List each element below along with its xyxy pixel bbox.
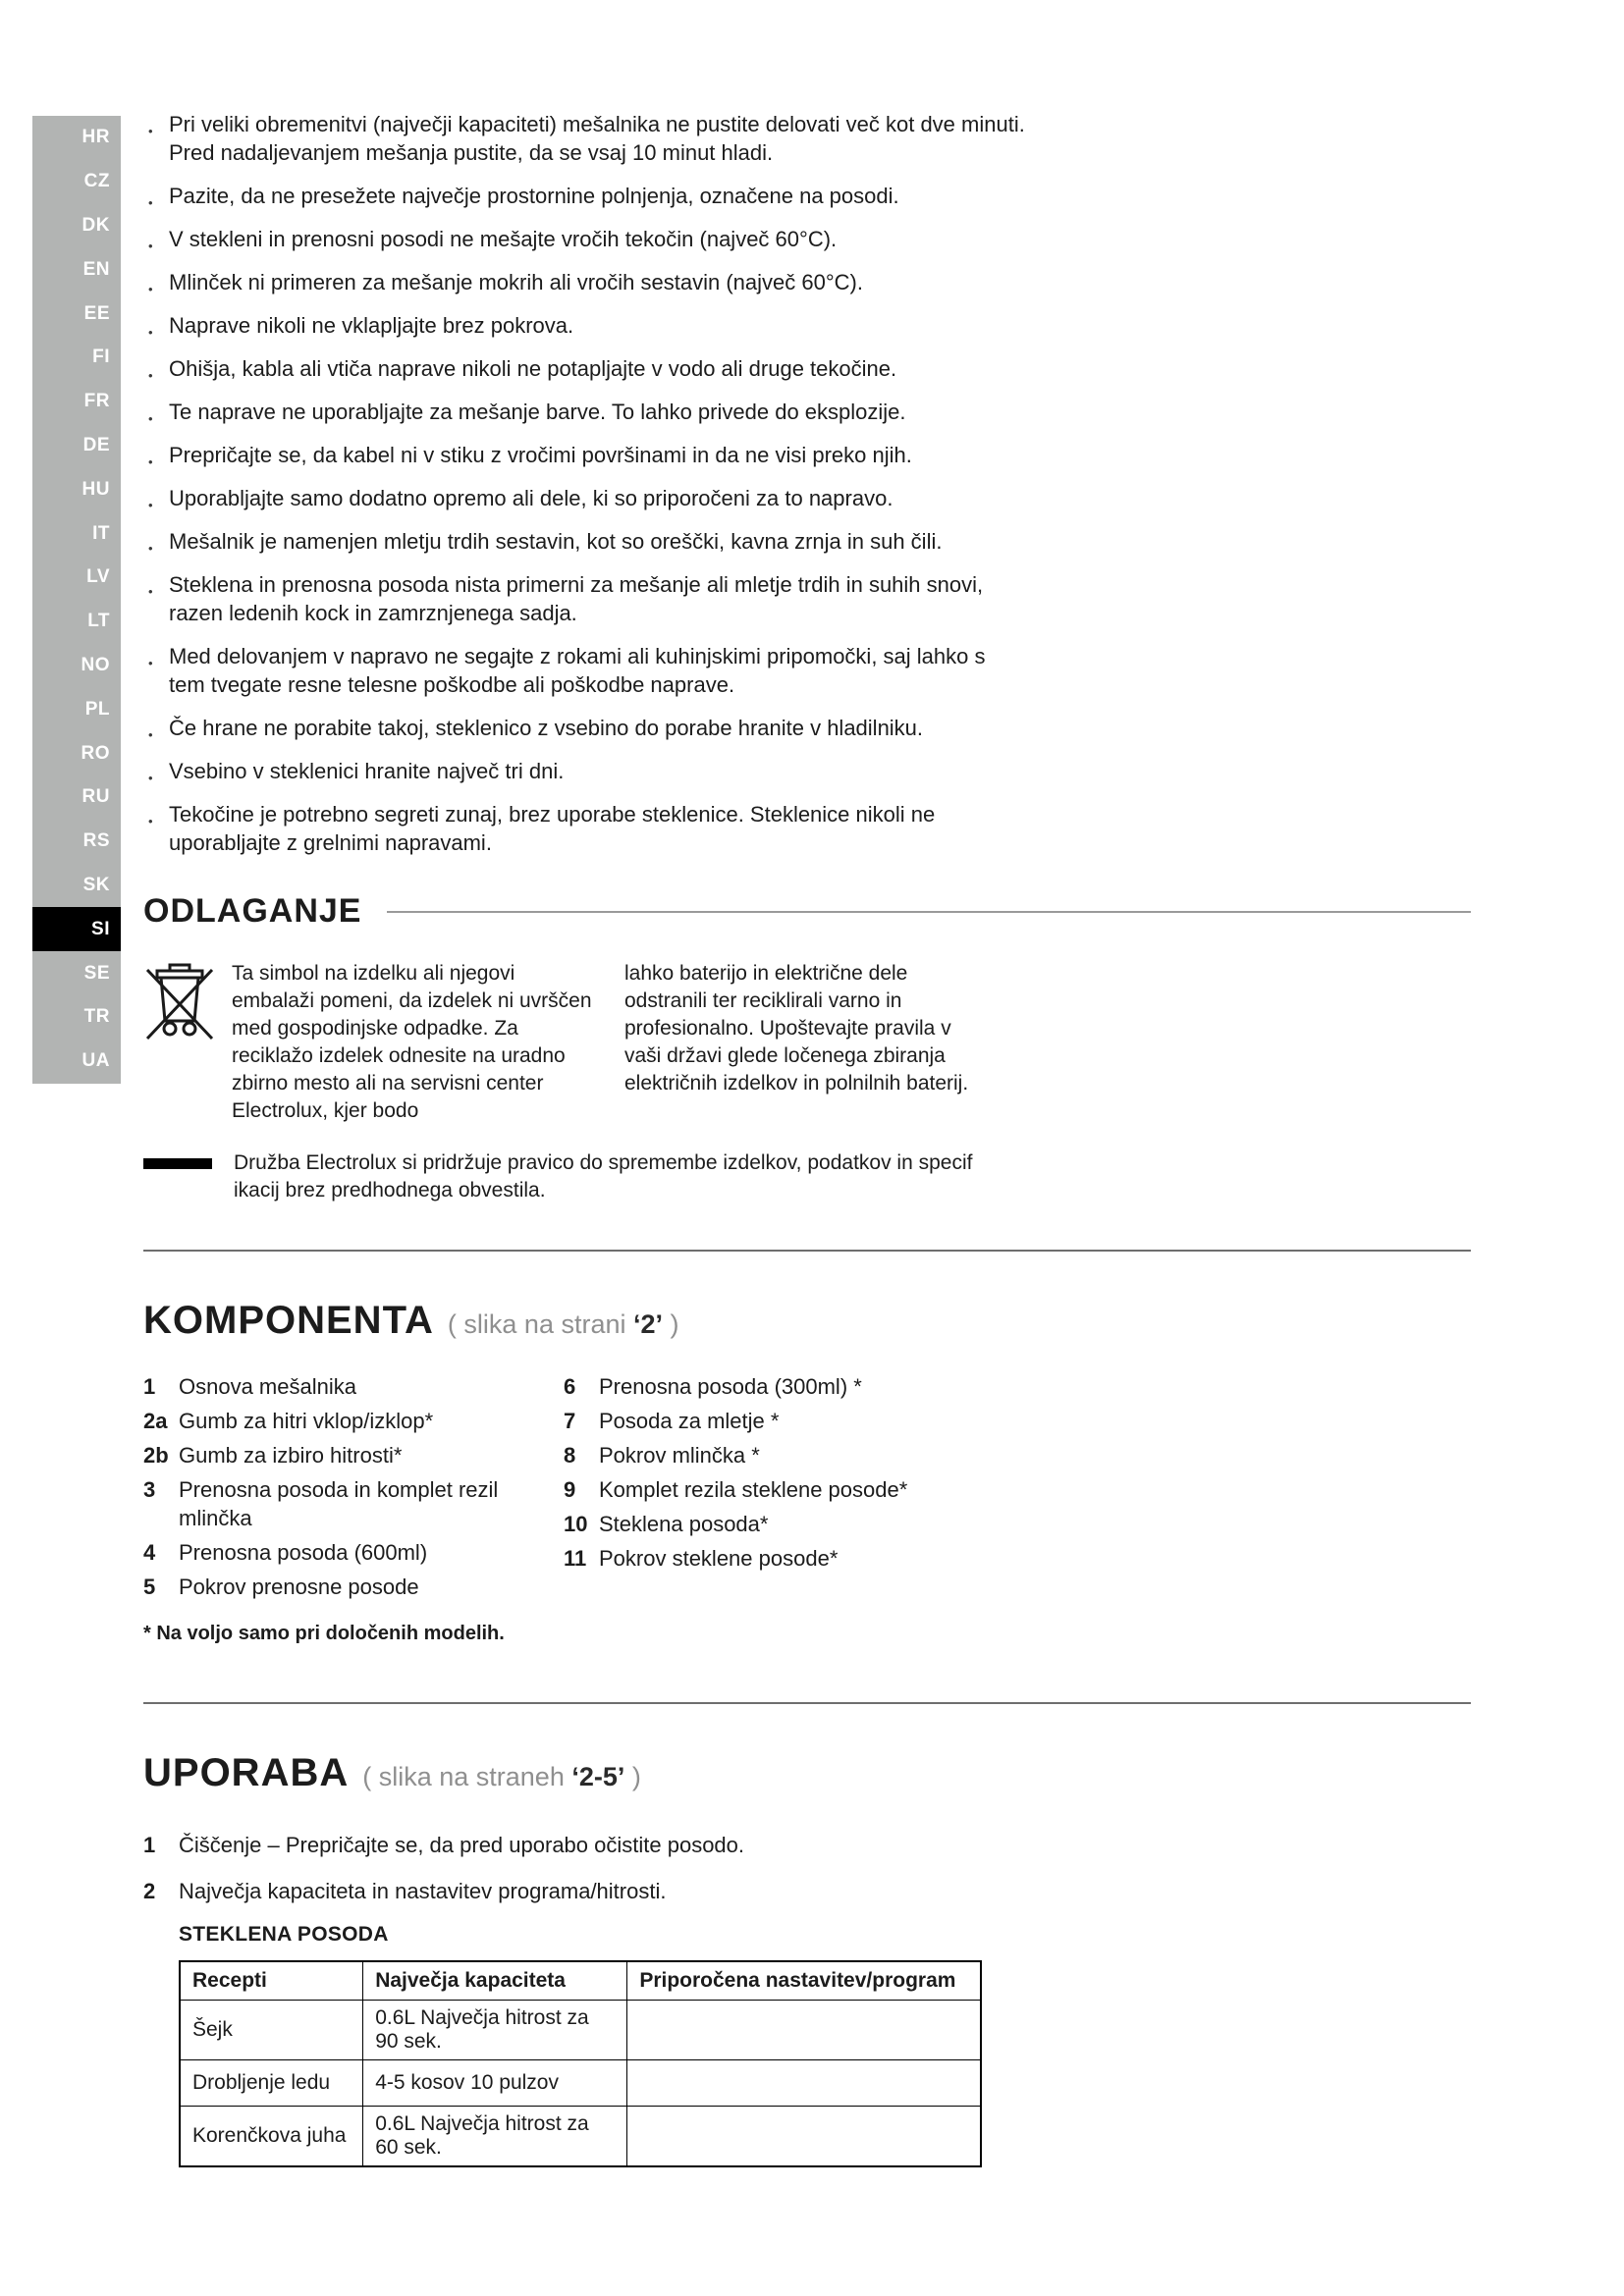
cell-recipe: Šejk — [180, 2001, 363, 2060]
component-number: 2b — [143, 1443, 169, 1468]
step-number: 2 — [143, 1879, 156, 1903]
table-row — [180, 2060, 981, 2107]
usage-step — [143, 1831, 1471, 1859]
language-tab: DK — [32, 204, 121, 248]
cell-recipe: Drobljenje ledu — [180, 2060, 363, 2107]
language-tab: IT — [32, 511, 121, 556]
language-tab: LT — [32, 600, 121, 644]
component-item — [143, 1475, 564, 1532]
table-header-recipes: Recepti — [180, 1961, 363, 2001]
usage-step — [143, 1877, 1471, 1905]
language-tab: HR — [32, 116, 121, 160]
component-label: Steklena posoda* — [599, 1512, 769, 1536]
language-sidebar — [32, 116, 121, 1084]
component-number: 5 — [143, 1575, 156, 1599]
language-tab: SI — [32, 907, 121, 951]
components-column-right — [564, 1372, 1074, 1607]
component-label: Pokrov steklene posode* — [599, 1546, 839, 1571]
table-body — [180, 2001, 981, 2167]
component-item — [143, 1538, 564, 1567]
safety-bullet: • Prepričajte se, da kabel ni v stiku z vročimi površinami in da ne visi preko njih. — [143, 441, 1027, 469]
component-label: Prenosna posoda (300ml) * — [599, 1374, 862, 1399]
section-divider — [143, 1250, 1471, 1252]
component-label: Pokrov prenosne posode — [179, 1575, 419, 1599]
usage-steps — [143, 1831, 1471, 1905]
safety-bullet: • Med delovanjem v napravo ne segajte z rokami ali kuhinjskimi pripomočki, saj lahko s tem tvegate resne telesne poškodbe ali poškodbe naprave. — [143, 642, 1027, 699]
language-tab: EN — [32, 247, 121, 292]
table-header-program: Priporočena nastavitev/program — [627, 1961, 981, 2001]
table-header-capacity: Največja kapaciteta — [363, 1961, 627, 2001]
safety-bullet: • V stekleni in prenosni posodi ne mešajte vročih tekočin (največ 60°C). — [143, 225, 1027, 253]
component-label: Prenosna posoda in komplet rezil mlinčka — [179, 1477, 499, 1530]
component-number: 7 — [564, 1409, 576, 1433]
usage-subtitle: ( slika na straneh ‘2-5’ ) — [362, 1762, 641, 1791]
safety-bullet: • Steklena in prenosna posoda nista primerni za mešanje ali mletje trdih in suhih snovi, razen ledenih kock in zamrznjenega sadja. — [143, 570, 1027, 627]
usage-heading — [143, 1751, 1471, 1795]
component-number: 4 — [143, 1540, 156, 1565]
component-label: Gumb za izbiro hitrosti* — [179, 1443, 403, 1468]
components-column-left — [143, 1372, 564, 1607]
language-tab: RS — [32, 820, 121, 864]
notice-row — [143, 1149, 1471, 1204]
components-subtitle: ( slika na strani ‘2’ ) — [447, 1309, 679, 1339]
table-row — [180, 2107, 981, 2167]
component-item — [143, 1573, 564, 1601]
component-label: Osnova mešalnika — [179, 1374, 356, 1399]
component-label: Gumb za hitri vklop/izklop* — [179, 1409, 434, 1433]
components-heading — [143, 1299, 1471, 1343]
components-title: KOMPONENTA — [143, 1299, 434, 1342]
language-tab: SK — [32, 864, 121, 908]
component-label: Posoda za mletje * — [599, 1409, 780, 1433]
language-tab: LV — [32, 556, 121, 600]
safety-bullet: • Pazite, da ne presežete največje prostornine polnjenja, označene na posodi. — [143, 182, 1027, 210]
component-number: 9 — [564, 1477, 576, 1502]
safety-bullet: • Uporabljajte samo dodatno opremo ali dele, ki so priporočeni za to napravo. — [143, 484, 1027, 512]
component-number: 2a — [143, 1409, 168, 1433]
component-number: 8 — [564, 1443, 576, 1468]
disposal-text-right: lahko baterijo in električne dele odstranili ter reciklirali varno in profesionalno. Upoštevajte pravila v vaši državi glede ločenega zbiranja električnih izdelkov in polnilnih baterij. — [624, 962, 969, 1095]
language-tab: RO — [32, 731, 121, 775]
disposal-title: ODLAGANJE — [143, 892, 362, 930]
language-tab: PL — [32, 687, 121, 731]
safety-bullet: • Če hrane ne porabite takoj, steklenico z vsebino do porabe hranite v hladilniku. — [143, 714, 1027, 742]
component-number: 3 — [143, 1477, 156, 1502]
language-tab: EE — [32, 292, 121, 336]
language-tab: RU — [32, 775, 121, 820]
table-caption: STEKLENA POSODA — [179, 1923, 389, 1946]
component-item — [564, 1441, 1074, 1469]
component-item — [564, 1475, 1074, 1504]
content — [143, 110, 1471, 2167]
usage-title: UPORABA — [143, 1751, 350, 1794]
cell-program — [627, 2001, 981, 2060]
safety-bullet: • Tekočine je potrebno segreti zunaj, brez uporabe steklenice. Steklenice nikoli ne uporabljajte z grelnimi napravami. — [143, 800, 1027, 857]
language-tab: NO — [32, 644, 121, 688]
cell-program — [627, 2107, 981, 2167]
step-number: 1 — [143, 1833, 156, 1857]
cell-program — [627, 2060, 981, 2107]
language-tab: CZ — [32, 160, 121, 204]
components-list — [143, 1372, 1471, 1607]
component-label: Komplet rezila steklene posode* — [599, 1477, 908, 1502]
component-number: 11 — [564, 1546, 587, 1571]
language-tab: FR — [32, 380, 121, 424]
component-item — [564, 1372, 1074, 1401]
crossed-out-wheeled-bin-icon — [143, 960, 232, 1125]
cell-capacity: 0.6L Največja hitrost za 60 sek. — [363, 2107, 627, 2167]
component-item — [564, 1544, 1074, 1573]
language-tab: UA — [32, 1040, 121, 1084]
component-label: Prenosna posoda (600ml) — [179, 1540, 428, 1565]
component-item — [564, 1510, 1074, 1538]
component-item — [143, 1441, 564, 1469]
language-tab: HU — [32, 467, 121, 511]
safety-bullet: • Naprave nikoli ne vklapljajte brez pokrova. — [143, 311, 1027, 340]
component-number: 1 — [143, 1374, 156, 1399]
safety-bullet-list — [143, 110, 1027, 857]
step-text: Največja kapaciteta in nastavitev programa/hitrosti. — [179, 1879, 667, 1903]
disposal-heading-row — [143, 892, 1471, 931]
safety-bullet: • Mlinček ni primeren za mešanje mokrih ali vročih sestavin (največ 60°C). — [143, 268, 1027, 296]
safety-bullet: • Mešalnik je namenjen mletju trdih sestavin, kot so oreščki, kavna zrnja in suh čili. — [143, 527, 1027, 556]
component-number: 6 — [564, 1374, 576, 1399]
cell-recipe: Korenčkova juha — [180, 2107, 363, 2167]
section-divider — [143, 1702, 1471, 1704]
disposal-text-left: Ta simbol na izdelku ali njegovi embalaži pomeni, da izdelek ni uvrščen med gospodinjske odpadke. Za reciklažo izdelek odnesite na uradno zbirno mesto ali na servisni center Electrolux, kjer bodo — [232, 962, 592, 1122]
language-tab: FI — [32, 336, 121, 380]
cell-capacity: 0.6L Največja hitrost za 90 sek. — [363, 2001, 627, 2060]
component-number: 10 — [564, 1512, 588, 1536]
notice-text: Družba Electrolux si pridržuje pravico do spremembe izdelkov, podatkov in specif ikacij brez predhodnega obvestila. — [234, 1151, 973, 1201]
component-item — [564, 1407, 1074, 1435]
capacity-table — [179, 1960, 982, 2167]
component-item — [143, 1372, 564, 1401]
table-header-row — [180, 1961, 981, 2001]
table-row — [180, 2001, 981, 2060]
safety-bullet: • Pri veliki obremenitvi (največji kapaciteti) mešalnika ne pustite delovati več kot dve minuti. Pred nadaljevanjem mešanja pustite, da se vsaj 10 minut hladi. — [143, 110, 1027, 167]
safety-bullet: • Ohišja, kabla ali vtiča naprave nikoli ne potapljajte v vodo ali druge tekočine. — [143, 354, 1027, 383]
cell-capacity: 4-5 kosov 10 pulzov — [363, 2060, 627, 2107]
step-text: Čiščenje – Prepričajte se, da pred uporabo očistite posodo. — [179, 1833, 745, 1857]
components-footnote: * Na voljo samo pri določenih modelih. — [143, 1623, 505, 1644]
language-tab: TR — [32, 995, 121, 1040]
language-tab: SE — [32, 951, 121, 995]
safety-bullet: • Vsebino v steklenici hranite največ tri dni. — [143, 757, 1027, 785]
language-tab: DE — [32, 424, 121, 468]
disposal-section — [143, 960, 1471, 1125]
component-item — [143, 1407, 564, 1435]
heading-rule — [387, 911, 1471, 913]
safety-bullet: • Te naprave ne uporabljajte za mešanje barve. To lahko privede do eksplozije. — [143, 398, 1027, 426]
notice-bar — [143, 1158, 212, 1169]
component-label: Pokrov mlinčka * — [599, 1443, 760, 1468]
